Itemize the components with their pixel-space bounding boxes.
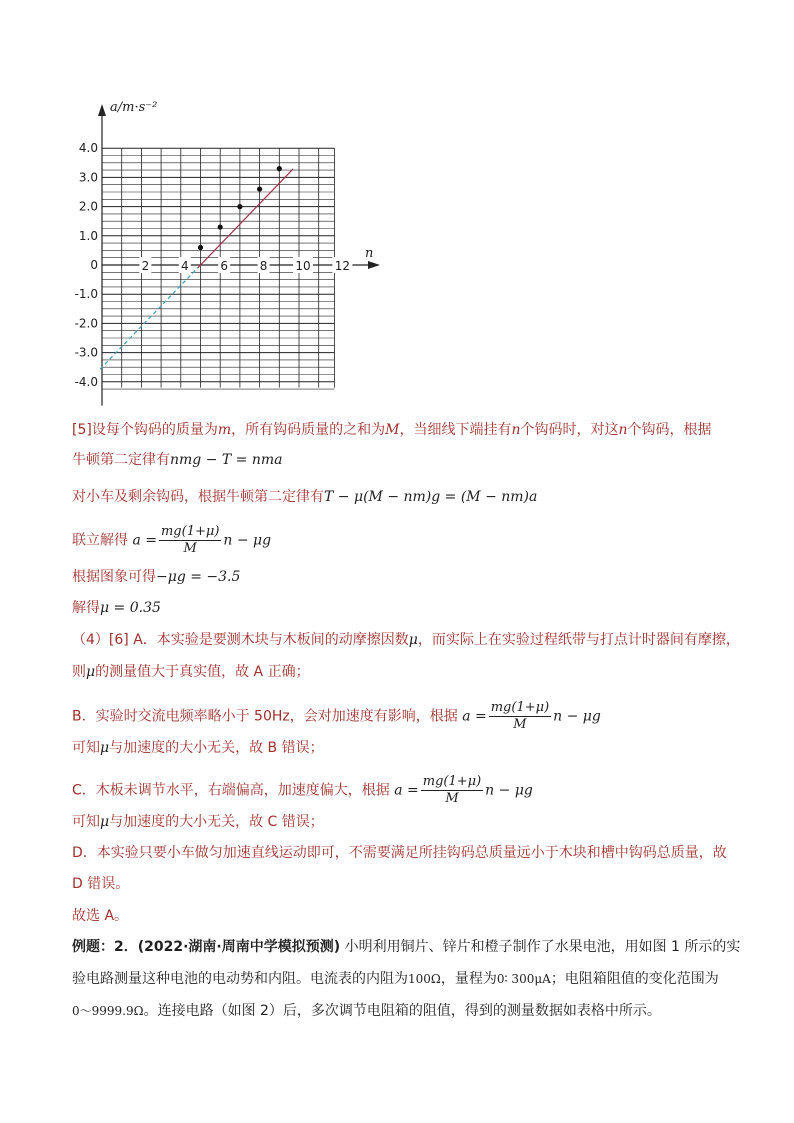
fit-line <box>198 169 293 268</box>
line-9: B．实验时交流电频率略小于 50Hz，会对加速度有影响，根据 a = $\frac{mg(1+\mu)}{M}$ n − μg <box>72 700 601 732</box>
line-10: 可知μ与加速度的大小无关，故 B 错误； <box>72 740 324 756</box>
line-18: 0～9999.9Ω。连接电路（如图 2）后，多次调节电阻箱的阻值，得到的测量数据如表格中所示。 <box>72 1003 661 1019</box>
y-tick-label: -1.0 <box>74 287 98 302</box>
data-point <box>257 186 262 191</box>
x-tick-label: 10 <box>295 259 311 273</box>
y-tick-label: -2.0 <box>74 316 98 331</box>
data-point <box>237 204 242 209</box>
data-point <box>277 166 282 171</box>
x-axis-arrow <box>368 261 380 269</box>
line-16: 例题：2．(2022·湖南·周南中学模拟预测) 小明利用铜片、锌片和橙子制作了水果电池，用如图 1 所示的实 <box>72 939 741 955</box>
line-14: D 错误。 <box>72 876 130 892</box>
y-tick-label: 1.0 <box>78 228 98 243</box>
line-12: 可知μ与加速度的大小无关，故 C 错误； <box>72 814 324 830</box>
line-17: 验电路测量这种电池的电动势和内阻。电流表的内阻为100Ω，量程为0∶ 300μA；电阻箱阻值的变化范围为 <box>72 971 719 987</box>
extrapolated-line <box>100 268 198 369</box>
x-tick-label: 2 <box>141 259 150 273</box>
line-8: 则μ的测量值大于真实值，故 A 正确； <box>72 664 310 680</box>
line-13: D．本实验只要小车做匀加速直线运动即可，不需要满足所挂钩码总质量远小于木块和槽中钩码总质量，故 <box>72 845 727 861</box>
line-3: 对小车及剩余钩码，根据牛顿第二定律有T − μ(M − nm)g = (M − nm)a <box>72 489 538 505</box>
line-1: [5]设每个钩码的质量为m，所有钩码质量的之和为M，当细线下端挂有n个钩码时，对这n个钩码，根据 <box>72 422 712 438</box>
x-tick-label: 12 <box>334 259 351 273</box>
y-axis-arrow <box>98 104 106 116</box>
line-2: 牛顿第二定律有nmg − T = nma <box>72 452 283 468</box>
line-6: 解得μ = 0.35 <box>72 600 161 616</box>
line-7: （4）[6] A．本实验是要测木块与木板间的动摩擦因数μ，而实际上在实验过程纸带与打点计时器间有摩擦， <box>72 632 740 648</box>
acceleration-vs-n-chart <box>0 0 794 410</box>
x-axis-label: n <box>365 246 374 261</box>
y-tick-label: 3.0 <box>78 170 98 185</box>
line-4: 联立解得 a = $\frac{mg(1+\mu)}{M}$ n − μg <box>72 524 272 556</box>
x-tick-label: 6 <box>220 259 229 273</box>
y-tick-label: 4.0 <box>78 141 98 156</box>
data-point <box>198 245 203 250</box>
x-tick-label: 8 <box>259 259 268 273</box>
x-tick-label: 4 <box>180 259 189 273</box>
chart-axes <box>98 104 380 406</box>
y-tick-label: -4.0 <box>74 374 98 389</box>
y-tick-label: 2.0 <box>78 199 98 214</box>
y-axis-label: a/m·s⁻² <box>110 100 158 115</box>
data-point <box>218 224 223 229</box>
y-tick-label: -3.0 <box>74 345 98 360</box>
y-tick-label: 0 <box>90 258 98 272</box>
line-15: 故选 A。 <box>72 908 129 924</box>
line-5: 根据图象可得−μg = −3.5 <box>72 569 241 585</box>
line-11: C．木板未调节水平，右端偏高，加速度偏大，根据 a = $\frac{mg(1+\mu)}{M}$ n − μg <box>72 774 533 806</box>
